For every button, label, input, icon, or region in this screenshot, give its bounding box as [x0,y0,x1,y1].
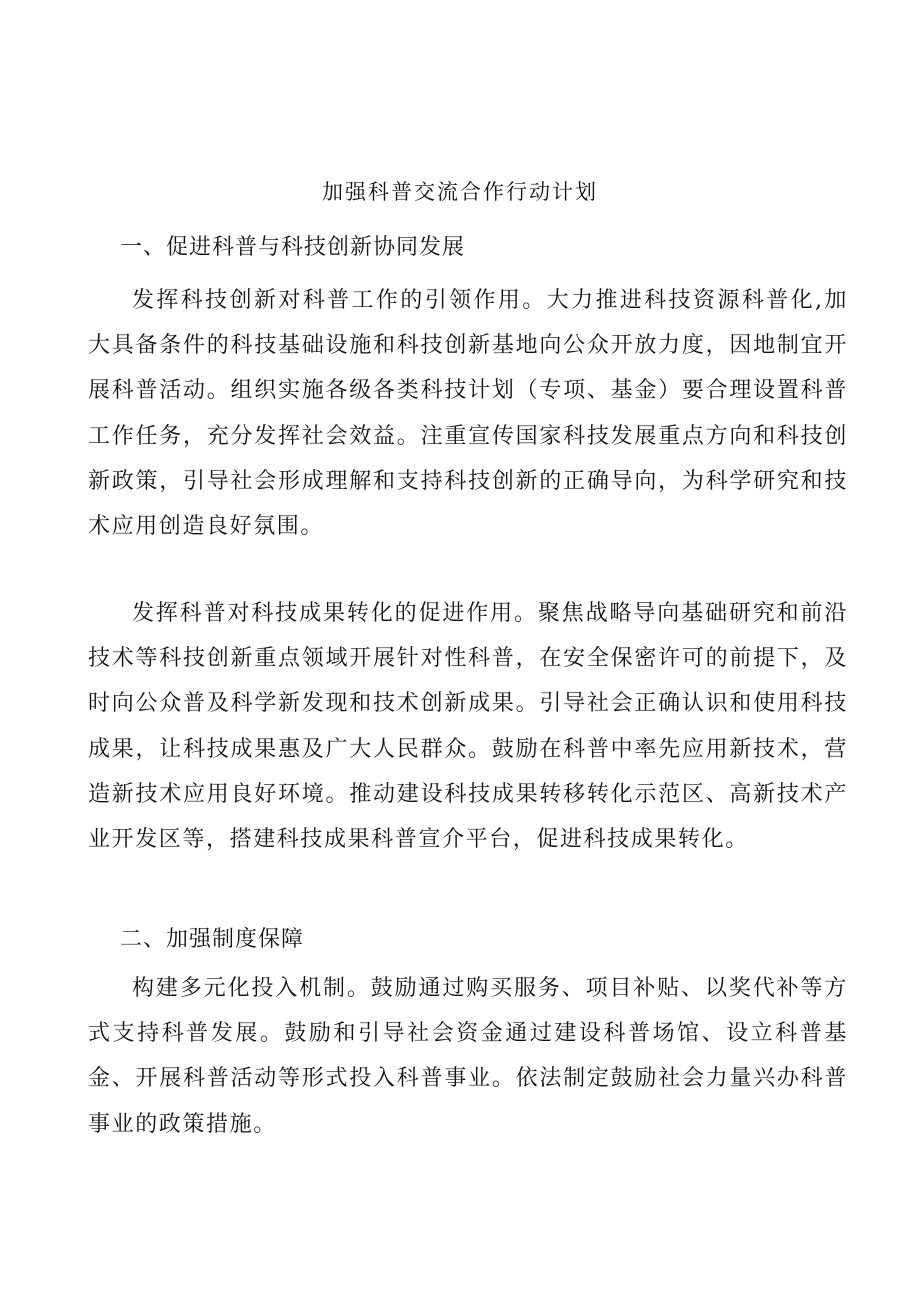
section-2-paragraph-1: 构建多元化投入机制。鼓励通过购买服务、项目补贴、以奖代补等方式支持科普发展。鼓励和引导社会资金通过建设科普场馆、设立科普基金、开展科普活动等形式投入科普事业。依法制定鼓励社会力量兴办科普事业的政策措施。 [88,976,848,1137]
section-1-paragraph-2: 发挥科普对科技成果转化的促进作用。聚焦战略导向基础研究和前沿技术等科技创新重点领域开展针对性科普，在安全保密许可的前提下，及时向公众普及科学新发现和技术创新成果。引导社会正确认识和使用科技成果，让科技成果惠及广大人民群众。鼓励在科普中率先应用新技术，营造新技术应用良好环境。推动建设科技成果转移转化示范区、高新技术产业开发区等，搭建科技成果科普宣介平台，促进科技成果转化。 [88,601,848,853]
section-1-paragraph-1: 发挥科技创新对科普工作的引领作用。大力推进科技资源科普化,加大具备条件的科技基础设施和科技创新基地向公众开放力度，因地制宜开展科普活动。组织实施各级各类科技计划（专项、基金）要合理设置科普工作任务，充分发挥社会效益。注重宣传国家科技发展重点方向和科技创新政策，引导社会形成理解和支持科技创新的正确导向，为科学研究和技术应用创造良好氛围。 [88,288,848,540]
document-title: 加强科普交流合作行动计划 [322,180,598,204]
section-heading-1: 一、促进科普与科技创新协同发展 [120,235,466,260]
section-heading-2: 二、加强制度保障 [120,927,305,952]
